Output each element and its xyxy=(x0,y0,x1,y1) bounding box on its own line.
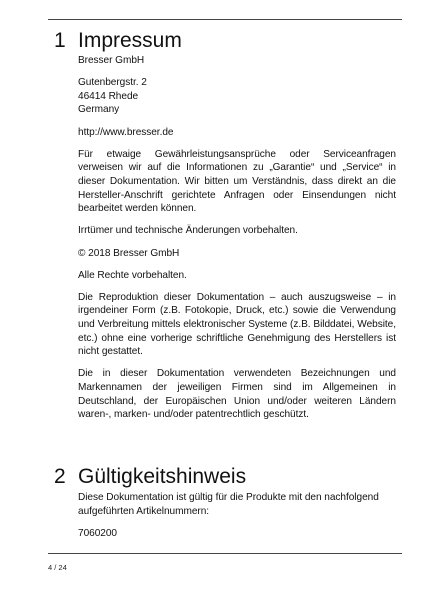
postal-address xyxy=(78,76,396,117)
warranty-paragraph: Für etwaige Gewährleistungsansprüche oder Serviceanfragen verweisen wir auf die Informationen zu „Garantie“ und „Service“ in dieser Dokumentation. Wir bitten um Verständnis, dass direkt an die Hersteller-Anschrift gerichtete Anfragen oder Einsendungen nicht bearbeitet werden können. xyxy=(78,148,396,215)
company-name: Bresser GmbH xyxy=(78,55,145,66)
errors-notice: Irrtümer und technische Änderungen vorbehalten. xyxy=(78,225,298,237)
validity-body xyxy=(78,491,396,549)
footer-rule xyxy=(48,553,402,554)
address-city: 46414 Rhede xyxy=(78,90,139,102)
article-number: 7060200 xyxy=(78,527,117,539)
section-title: Gültigkeitshinweis xyxy=(78,465,247,488)
website-link[interactable]: http://www.bresser.de xyxy=(78,126,174,138)
header-rule xyxy=(48,19,402,20)
address-street: Gutenbergstr. 2 xyxy=(78,77,147,89)
trademarks-paragraph: Die in dieser Dokumentation verwendeten Bezeichnungen und Markennamen der jeweiligen Firmen sind im Allgemeinen in Deutschland, der Europäischen Union und/oder weiteren Ländern waren-, marken- und/oder patentrechtlich geschützt. xyxy=(78,368,396,421)
page-number: 4 / 24 xyxy=(48,563,67,572)
impressum-body xyxy=(78,54,396,430)
copyright-notice: © 2018 Bresser GmbH xyxy=(78,247,180,259)
section-heading-impressum xyxy=(54,29,182,53)
address-country: Germany xyxy=(78,104,120,116)
validity-paragraph: Diese Dokumentation ist gültig für die Produkte mit den nachfolgend aufgeführten Artikelnummern: xyxy=(78,492,379,517)
reproduction-paragraph: Die Reproduktion dieser Dokumentation – auch auszugsweise – in irgendeiner Form (z.B. Fotokopie, Druck, etc.) sowie die Verwendung und Verbreitung mittels elektronischer Systeme (z.B. Bilddatei, Website, etc.) ohne eine vorherige schriftliche Genehmigung des Herstellers ist nicht gestattet. xyxy=(78,291,396,358)
rights-notice: Alle Rechte vorbehalten. xyxy=(78,269,187,281)
section-number: 2 xyxy=(54,465,66,488)
section-heading-gueltigkeitshinweis xyxy=(54,465,246,489)
section-title: Impressum xyxy=(78,29,182,52)
section-number: 1 xyxy=(54,29,66,52)
